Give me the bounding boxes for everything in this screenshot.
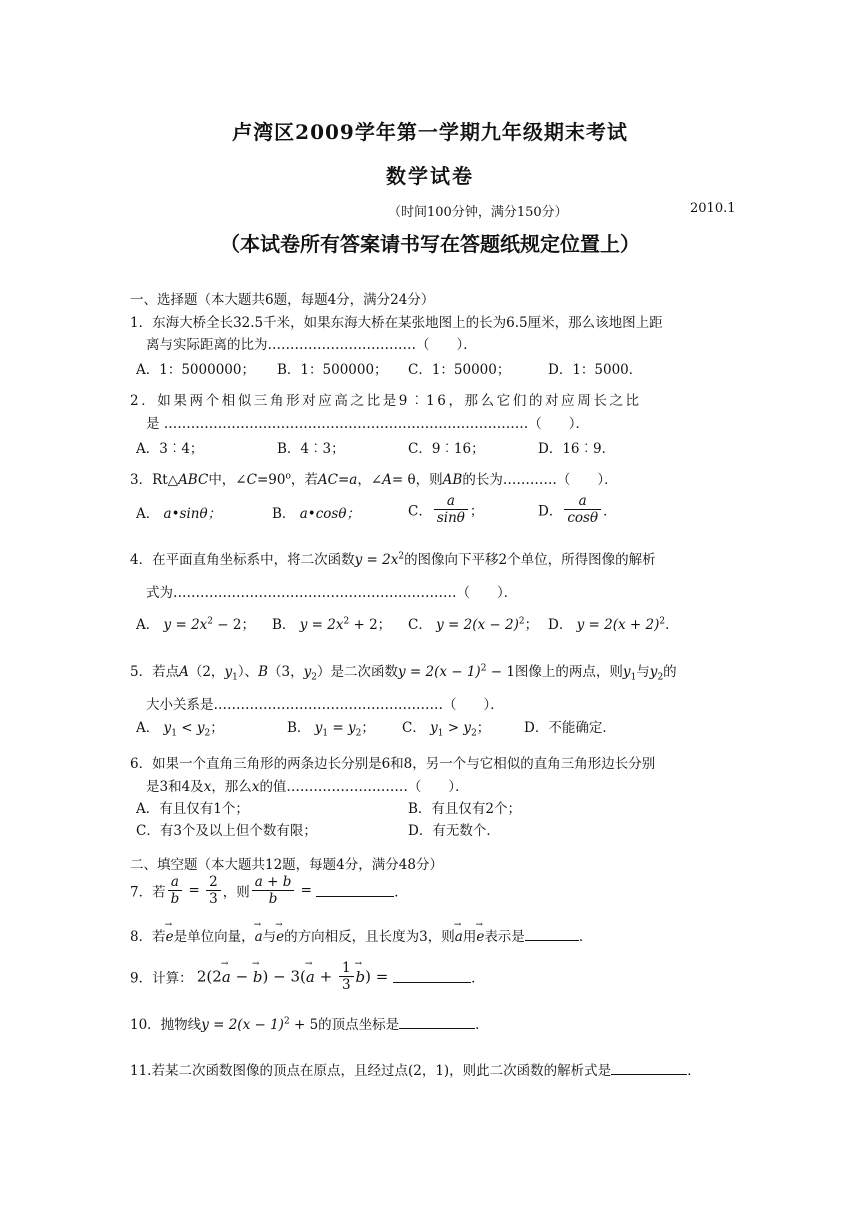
q9-answer-blank — [393, 970, 471, 983]
q6-line2: 是3和4及x，那么x的值………………………（ ）． — [146, 779, 469, 795]
exam-subject: 数学试卷 — [386, 164, 474, 188]
q1-option-c: C．1：50000； — [408, 362, 511, 378]
exam-notice: （本试卷所有答案请书写在答题纸规定位置上） — [220, 232, 640, 256]
q3-option-a: A． a•sinθ； — [136, 506, 222, 522]
exam-time-info: （时间100分钟，满分150分） — [388, 205, 568, 220]
q4-option-a: A． $y = 2x^2 - 2$； — [136, 616, 255, 633]
q5-option-b: B． $y_1 = y_2$； — [287, 720, 375, 739]
q4-option-d: D． $y = 2(x + 2)^2$． — [548, 616, 679, 633]
q3-option-b: B． a•cosθ； — [272, 506, 360, 522]
q6-line1: 6．如果一个直角三角形的两条边长分别是6和8，另一个与它相似的直角三角形边长分别 — [130, 756, 656, 772]
q9-line: 9．计算： 2(2→ a − → b) − 3(→ a + $\frac{1}{3}$ → b) = ． — [130, 960, 485, 993]
q2-option-d: D．16︰9． — [538, 441, 616, 457]
q5-line1: 5．若点A（2，$y_1$）、B（3，$y_2$）是二次函数$y = 2(x - 1)^2 - 1$图像上的两点，则$y_1$与$y_2$的 — [130, 663, 677, 683]
q2-option-c: C．9︰16； — [408, 441, 485, 457]
q4-line1: 4．在平面直角坐标系中，将二次函数$y = 2x^2$的图像向下平移2个单位，所得图像的解析 — [130, 551, 656, 568]
q3-option-d: D． $\frac{a}{\cos\theta}$ ． — [538, 493, 617, 526]
q11-line: 11.若某二次函数图像的顶点在原点，且经过点(2，1)，则此二次函数的解析式是 ． — [130, 1063, 701, 1079]
q6-option-b: B．有且仅有2个； — [408, 801, 522, 817]
q6-option-c: C．有3个及以上但个数有限； — [136, 823, 317, 839]
q10-line: 10．抛物线$y = 2(x - 1)^2 + 5$的顶点坐标是 ． — [130, 1016, 489, 1033]
q11-answer-blank — [611, 1062, 687, 1075]
q6-option-d: D．有无数个． — [408, 823, 500, 839]
q4-option-b: B． $y = 2x^2 + 2$； — [272, 616, 392, 633]
q1-line2: 离与实际距离的比为……………………………（ ）． — [146, 337, 477, 353]
q4-option-c: C． $y = 2(x - 2)^2$； — [408, 616, 539, 633]
q8-answer-blank — [525, 928, 579, 941]
q1-option-b: B．1：500000； — [277, 362, 388, 378]
q1-line1: 1．东海大桥全长32.5千米，如果东海大桥在某张地图上的长为6.5厘米，那么该地图上距 — [130, 315, 663, 331]
q2-line2: 是 ………………………………………………………………………（ ）． — [146, 416, 590, 432]
q8-line: 8．若→ e是单位向量，→ a与→ e的方向相反，且长度为3，则→ a用→ e表示是 ． — [130, 925, 592, 945]
q7-answer-blank — [316, 884, 394, 897]
q4-line2: 式为………………………………………………………（ ）． — [146, 585, 518, 601]
section1-heading: 一、选择题（本大题共6题，每题4分，满分24分） — [130, 292, 435, 308]
q2-option-b: B．4︰3； — [277, 441, 345, 457]
q7-line: 7．若 $\frac{a}{b}$ = $\frac{2}{3}$ ，则 $\frac{a + b}{b}$ = ． — [130, 874, 408, 907]
section2-heading: 二、填空题（本大题共12题，每题4分，满分48分） — [130, 857, 443, 873]
q1-option-a: A．1：5000000； — [136, 362, 255, 378]
q2-option-a: A．3︰4； — [136, 441, 204, 457]
q5-option-a: A． $y_1 < y_2$； — [136, 720, 224, 739]
q1-option-d: D．1：5000． — [548, 362, 643, 378]
exam-date: 2010.1 — [690, 201, 736, 216]
q3-option-c: C． $\frac{a}{\sin\theta}$ ； — [408, 493, 484, 526]
q6-option-a: A．有且仅有1个； — [136, 801, 249, 817]
exam-title: 卢湾区2009学年第一学期九年级期末考试 — [232, 120, 628, 144]
q10-answer-blank — [399, 1016, 475, 1029]
q5-line2: 大小关系是……………………………………………（ ）． — [146, 697, 504, 713]
q3-stem: 3．Rt△ABC中，$\angle C=90^o$，若AC=a，∠A= θ，则AB的长为…………（ ）． — [130, 471, 618, 488]
q2-line1: 2．如果两个相似三角形对应高之比是9︰16，那么它们的对应周长之比 — [130, 393, 642, 409]
q5-option-d: D．不能确定． — [524, 720, 616, 736]
q5-option-c: C． $y_1 > y_2$； — [402, 720, 491, 739]
